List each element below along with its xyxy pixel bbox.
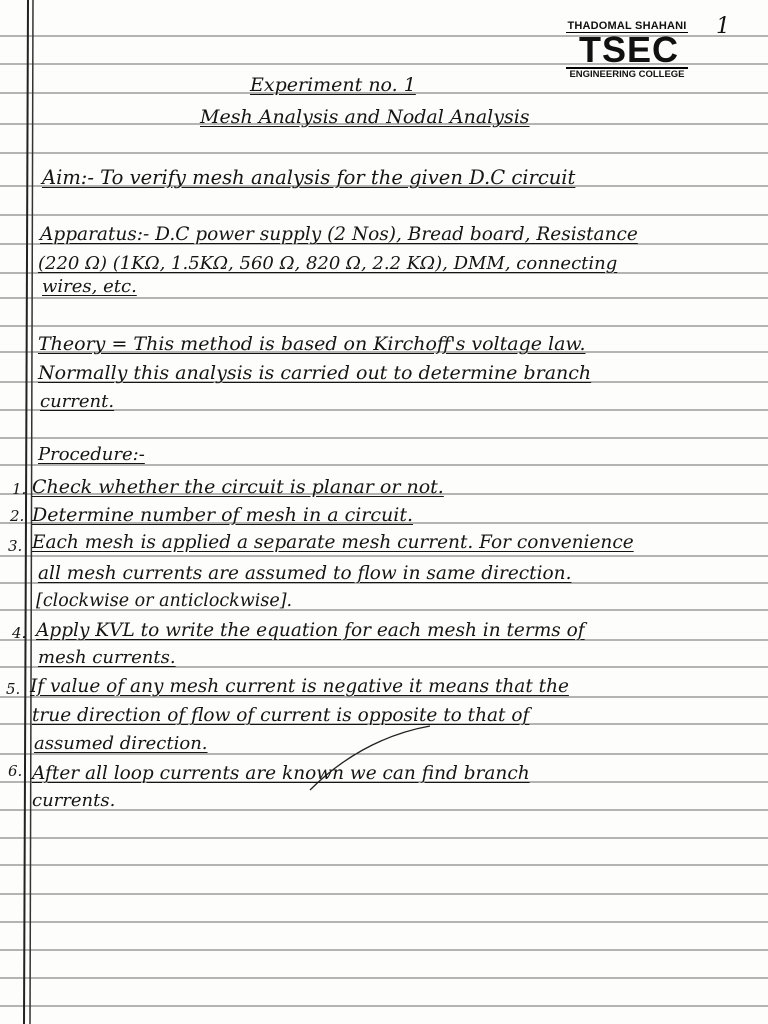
procedure-heading: Procedure:- bbox=[38, 444, 145, 465]
step-5-line-1: If value of any mesh current is negative it means that the bbox=[30, 676, 569, 697]
logo-top-text: THADOMAL SHAHANI bbox=[567, 20, 687, 32]
apparatus-line-1: Apparatus:- D.C power supply (2 Nos), Bread board, Resistance bbox=[40, 224, 638, 245]
step-6-line-2: currents. bbox=[32, 790, 116, 811]
theory-line-3: current. bbox=[40, 391, 115, 412]
step-3-line-2: all mesh currents are assumed to flow in same direction. bbox=[38, 563, 572, 584]
step-5-line-3: assumed direction. bbox=[34, 733, 208, 754]
step-3-line-3: [clockwise or anticlockwise]. bbox=[36, 591, 293, 611]
aim-text: Aim:- To verify mesh analysis for the given D.C circuit bbox=[42, 166, 576, 189]
step-number: 5. bbox=[6, 680, 21, 698]
step-number: 6. bbox=[8, 762, 23, 780]
step-3-line-1: Each mesh is applied a separate mesh current. For convenience bbox=[32, 532, 634, 553]
step-4-line-1: Apply KVL to write the equation for each mesh in terms of bbox=[36, 620, 585, 641]
step-6-line-1: After all loop currents are known we can find branch bbox=[32, 763, 530, 784]
step-5-line-2: true direction of flow of current is opposite to that of bbox=[32, 705, 530, 726]
apparatus-line-3: wires, etc. bbox=[42, 276, 137, 297]
college-logo bbox=[566, 20, 692, 86]
page-title: Mesh Analysis and Nodal Analysis bbox=[200, 106, 530, 128]
page-number: 1 bbox=[716, 14, 730, 39]
step-number: 4. bbox=[12, 624, 27, 642]
step-4-line-2: mesh currents. bbox=[38, 647, 176, 668]
step-1-line-1: Check whether the circuit is planar or not. bbox=[32, 476, 444, 498]
step-number: 2. bbox=[10, 507, 25, 525]
logo-main-text: TSEC bbox=[578, 29, 679, 70]
experiment-heading: Experiment no. 1 bbox=[250, 74, 416, 96]
theory-line-1: Theory = This method is based on Kirchoff's voltage law. bbox=[38, 333, 586, 355]
apparatus-line-2: (220 Ω) (1KΩ, 1.5KΩ, 560 Ω, 820 Ω, 2.2 KΩ), DMM, connecting bbox=[38, 253, 618, 274]
step-number: 1. bbox=[12, 480, 27, 498]
theory-line-2: Normally this analysis is carried out to determine branch bbox=[38, 362, 592, 384]
step-2-line-1: Determine number of mesh in a circuit. bbox=[32, 504, 414, 526]
step-number: 3. bbox=[8, 537, 23, 555]
logo-bottom-text: ENGINEERING COLLEGE bbox=[566, 67, 688, 80]
